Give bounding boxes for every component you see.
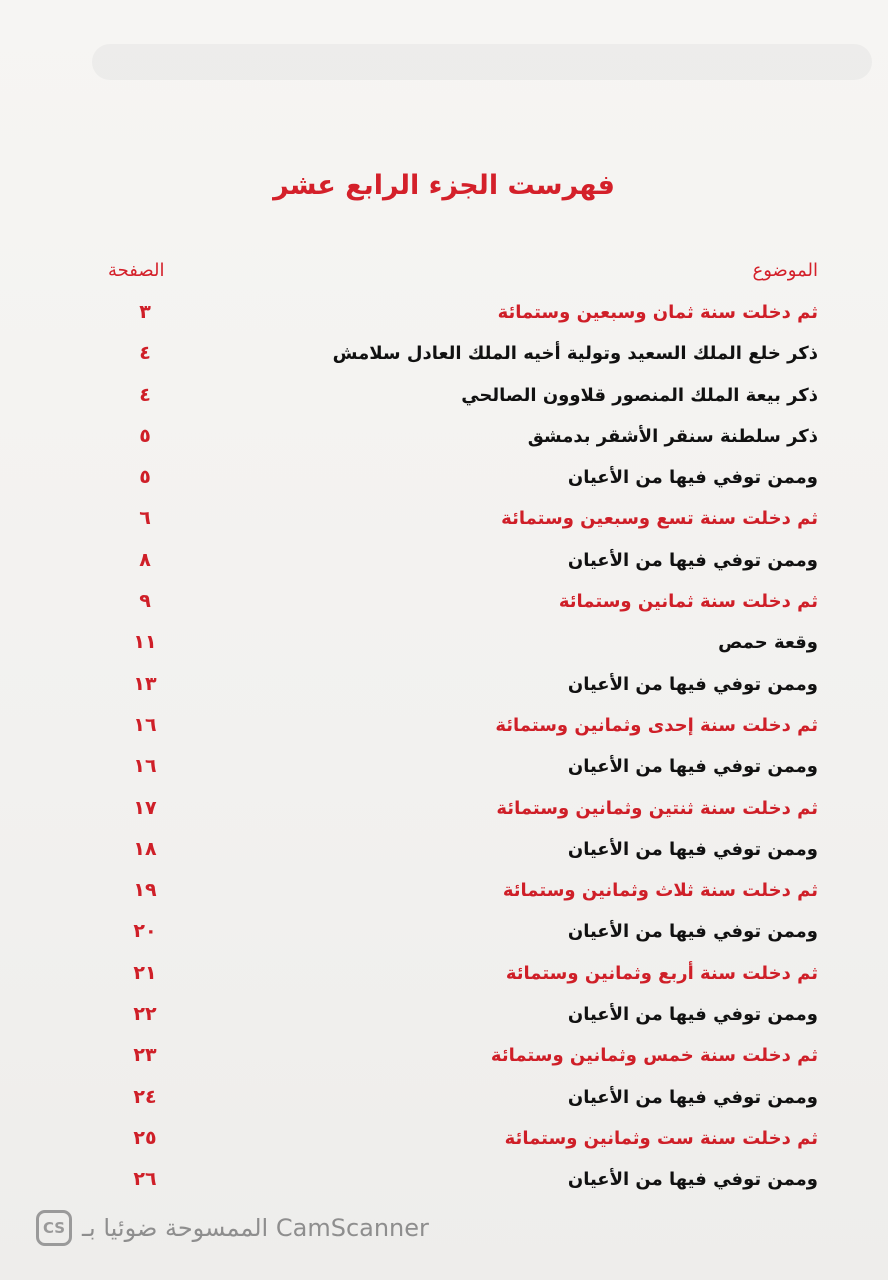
index-section-row — [0, 874, 888, 915]
entry-page-number: ٣ — [139, 301, 151, 323]
entry-page-number: ٦ — [139, 507, 151, 530]
entry-page-number: ٩ — [139, 590, 151, 613]
entry-title: وقعة حمص — [718, 632, 818, 654]
index-item-row — [0, 420, 888, 461]
camscanner-watermark — [36, 1208, 429, 1248]
entry-title: وممن توفي فيها من الأعيان — [567, 1086, 818, 1108]
index-section-row — [0, 585, 888, 626]
entry-title: ثم دخلت سنة ست وثمانين وستمائة — [504, 1127, 818, 1149]
index-item-row — [0, 337, 888, 378]
entry-page-number: ١٦ — [133, 755, 157, 778]
entry-title: ثم دخلت سنة ثنتين وثمانين وستمائة — [496, 797, 818, 819]
entry-page-number: ٢٤ — [133, 1085, 157, 1108]
entry-title: وممن توفي فيها من الأعيان — [567, 756, 818, 778]
entry-page-number: ٢١ — [133, 961, 157, 984]
entry-title: ثم دخلت سنة ثمانين وستمائة — [558, 591, 818, 613]
entry-title: وممن توفي فيها من الأعيان — [567, 549, 818, 571]
index-item-row — [0, 626, 888, 667]
index-section-row — [0, 792, 888, 833]
entry-page-number: ٢٥ — [133, 1126, 157, 1149]
entry-title: ثم دخلت سنة تسع وسبعين وستمائة — [501, 508, 818, 530]
index-section-row — [0, 296, 888, 337]
watermark-text: الممسوحة ضوئيا بـ CamScanner — [82, 1214, 429, 1242]
index-item-row — [0, 833, 888, 874]
entry-page-number: ٥ — [139, 424, 151, 447]
page-column-header: الصفحة — [108, 260, 165, 281]
entry-page-number: ٢٠ — [133, 920, 157, 943]
index-item-row — [0, 1163, 888, 1204]
index-section-row — [0, 957, 888, 998]
entry-title: ثم دخلت سنة أربع وثمانين وستمائة — [505, 962, 818, 984]
entry-title: وممن توفي فيها من الأعيان — [567, 921, 818, 943]
entry-page-number: ١٦ — [133, 713, 157, 736]
entry-page-number: ١٩ — [133, 879, 157, 902]
entry-page-number: ١٧ — [133, 796, 157, 819]
index-item-row — [0, 915, 888, 956]
index-item-row — [0, 668, 888, 709]
entry-title: ذكر خلع الملك السعيد وتولية أخيه الملك العادل سلامش — [332, 343, 818, 365]
index-section-row — [0, 1039, 888, 1080]
index-item-row — [0, 544, 888, 585]
index-item-row — [0, 379, 888, 420]
entry-title: ثم دخلت سنة إحدى وثمانين وستمائة — [495, 714, 818, 736]
index-item-row — [0, 750, 888, 791]
entry-title: ذكر بيعة الملك المنصور قلاوون الصالحي — [461, 384, 818, 406]
entry-page-number: ٤ — [139, 383, 151, 406]
entry-title: ثم دخلت سنة ثلاث وثمانين وستمائة — [502, 880, 818, 902]
entry-title: ثم دخلت سنة ثمان وسبعين وستمائة — [497, 302, 818, 323]
index-item-row — [0, 1081, 888, 1122]
entry-title: وممن توفي فيها من الأعيان — [567, 673, 818, 695]
index-entries — [0, 296, 888, 1205]
entry-page-number: ٤ — [139, 342, 151, 365]
entry-title: وممن توفي فيها من الأعيان — [567, 467, 818, 489]
entry-title: وممن توفي فيها من الأعيان — [567, 838, 818, 860]
bleed-through-header — [92, 44, 872, 80]
entry-title: وممن توفي فيها من الأعيان — [567, 1169, 818, 1191]
entry-page-number: ٥ — [139, 466, 151, 489]
index-section-row — [0, 1122, 888, 1163]
index-item-row — [0, 461, 888, 502]
index-item-row — [0, 998, 888, 1039]
entry-page-number: ٨ — [139, 548, 151, 571]
entry-page-number: ١٣ — [133, 672, 157, 695]
entry-title: ذكر سلطنة سنقر الأشقر بدمشق — [527, 425, 818, 447]
entry-page-number: ٢٢ — [133, 1003, 157, 1026]
entry-page-number: ١١ — [133, 631, 157, 654]
entry-page-number: ١٨ — [133, 837, 157, 860]
entry-page-number: ٢٦ — [133, 1168, 157, 1191]
index-section-row — [0, 502, 888, 543]
entry-title: ثم دخلت سنة خمس وثمانين وستمائة — [490, 1045, 818, 1067]
index-section-row — [0, 709, 888, 750]
index-title: فهرست الجزء الرابع عشر — [273, 170, 615, 201]
entry-title: وممن توفي فيها من الأعيان — [567, 1004, 818, 1026]
camscanner-logo-icon: CS — [36, 1210, 72, 1246]
entry-page-number: ٢٣ — [133, 1044, 157, 1067]
topic-column-header: الموضوع — [752, 260, 818, 281]
